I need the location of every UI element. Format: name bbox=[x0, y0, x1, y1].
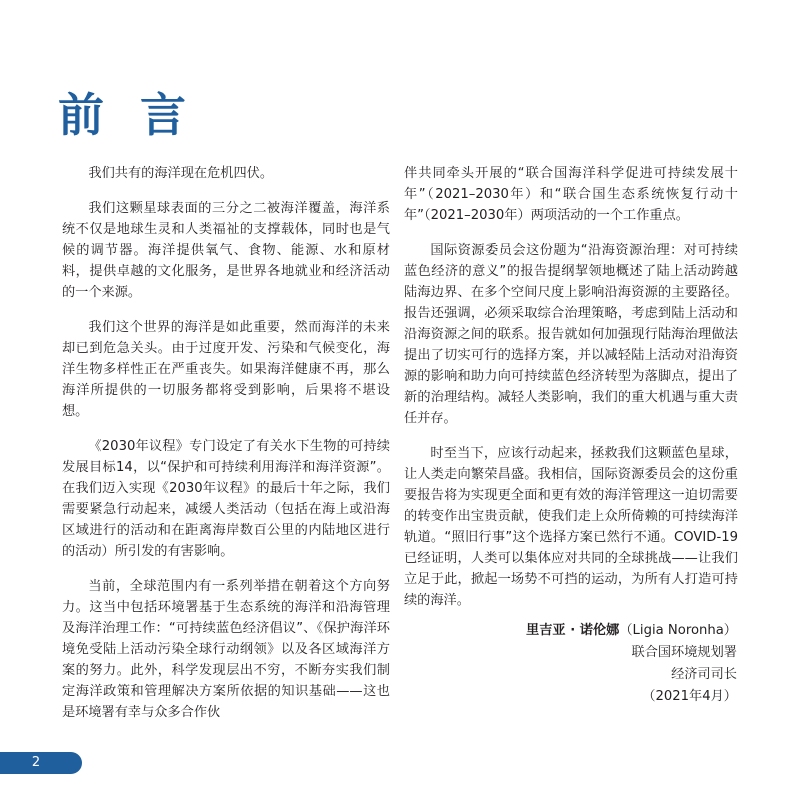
page-number: 2 bbox=[31, 755, 41, 770]
paragraph-call-to-action: 时至当下，应该行动起来，拯救我们这颗蓝色星球，让人类走向繁荣昌盛。我相信，国际资源委员会的这份重要报告将为实现更全面和更有效的海洋管理这一迫切需要的转变作出宝贵贡献，使我们走上众所倚赖的可持续海洋轨道。“照旧行事”这个选择方案已然行不通。COVID-19已经证明，人类可以集体应对共同的全球挑战——让我们立足于此，掀起一场势不可挡的运动，为所有人打造可持续的海洋。 bbox=[404, 446, 738, 608]
signature-block bbox=[526, 620, 737, 708]
paragraph-ocean-crisis: 我们这个世界的海洋是如此重要，然而海洋的未来却已到危急关头。由于过度开发、污染和气候变化，海洋生物多样性正在严重丧失。如果海洋健康不再，那么海洋所提供的一切服务都将受到影响，后果将不堪设想。 bbox=[62, 320, 390, 419]
paragraph-report-summary: 国际资源委员会这份题为“沿海资源治理：对可持续蓝色经济的意义”的报告提纲挈领地概述了陆上活动跨越陆海边界、在多个空间尺度上影响沿海资源的主要路径。报告还强调，必须采取综合治理策略，考虑到陆上活动和沿海资源之间的联系。报告就如何加强现行陆海治理做法提出了切实可行的选择方案，并以减轻陆上活动对沿海资源的影响和助力向可持续蓝色经济转型为落脚点，提出了新的治理结构。减轻人类影响，我们的重大机遇与重大责任并存。 bbox=[404, 243, 738, 426]
signature-organization: 联合国环境规划署 bbox=[631, 645, 737, 660]
right-column bbox=[404, 163, 738, 625]
paragraph-global-initiatives: 当前，全球范围内有一系列举措在朝着这个方向努力。这当中包括环境署基于生态系统的海洋和沿海管理及海洋治理工作：“可持续蓝色经济倡议”、《保护海洋环境免受陆上活动污染全球行动纲领》以及各区域海洋方案的努力。此外，科学发现层出不穷，不断夯实我们制定海洋政策和管理解决方案所依据的知识基础——这也是环境署有幸与众多合作伙 bbox=[62, 579, 390, 720]
signature-position: 经济司司长 bbox=[671, 667, 737, 682]
paragraph-ocean-coverage: 我们这颗星球表面的三分之二被海洋覆盖，海洋系统不仅是地球生灵和人类福祉的支撑载体，同时也是气候的调节器。海洋提供氧气、食物、能源、水和原材料，提供卓越的文化服务，是世界各地就业和经济活动的一个来源。 bbox=[62, 201, 390, 300]
page-title: 前 言 bbox=[58, 88, 197, 142]
left-column bbox=[62, 163, 390, 737]
signature-name: 里吉亚 · 诺伦娜 bbox=[526, 623, 620, 638]
paragraph-opening: 我们共有的海洋现在危机四伏。 bbox=[88, 166, 274, 181]
signature-name-latin: （Ligia Noronha） bbox=[619, 623, 737, 638]
signature-name-line bbox=[526, 620, 737, 642]
signature-date: （2021年4月） bbox=[642, 689, 737, 704]
paragraph-agenda-2030: 《2030年议程》专门设定了有关水下生物的可持续发展目标14，以“保护和可持续利用海洋和海洋资源”。在我们迈入实现《2030年议程》的最后十年之际，我们需要紧急行动起来，减缓人类活动（包括在海上或沿海区域进行的活动和在距离海岸数百公里的内陆地区进行的活动）所引发的有害影响。 bbox=[62, 439, 390, 559]
page-number-tab bbox=[0, 752, 82, 774]
paragraph-continued: 伴共同牵头开展的“联合国海洋科学促进可持续发展十年”（2021–2030年）和“联合国生态系统恢复行动十年”（2021–2030年）两项活动的一个工作重点。 bbox=[404, 166, 738, 223]
